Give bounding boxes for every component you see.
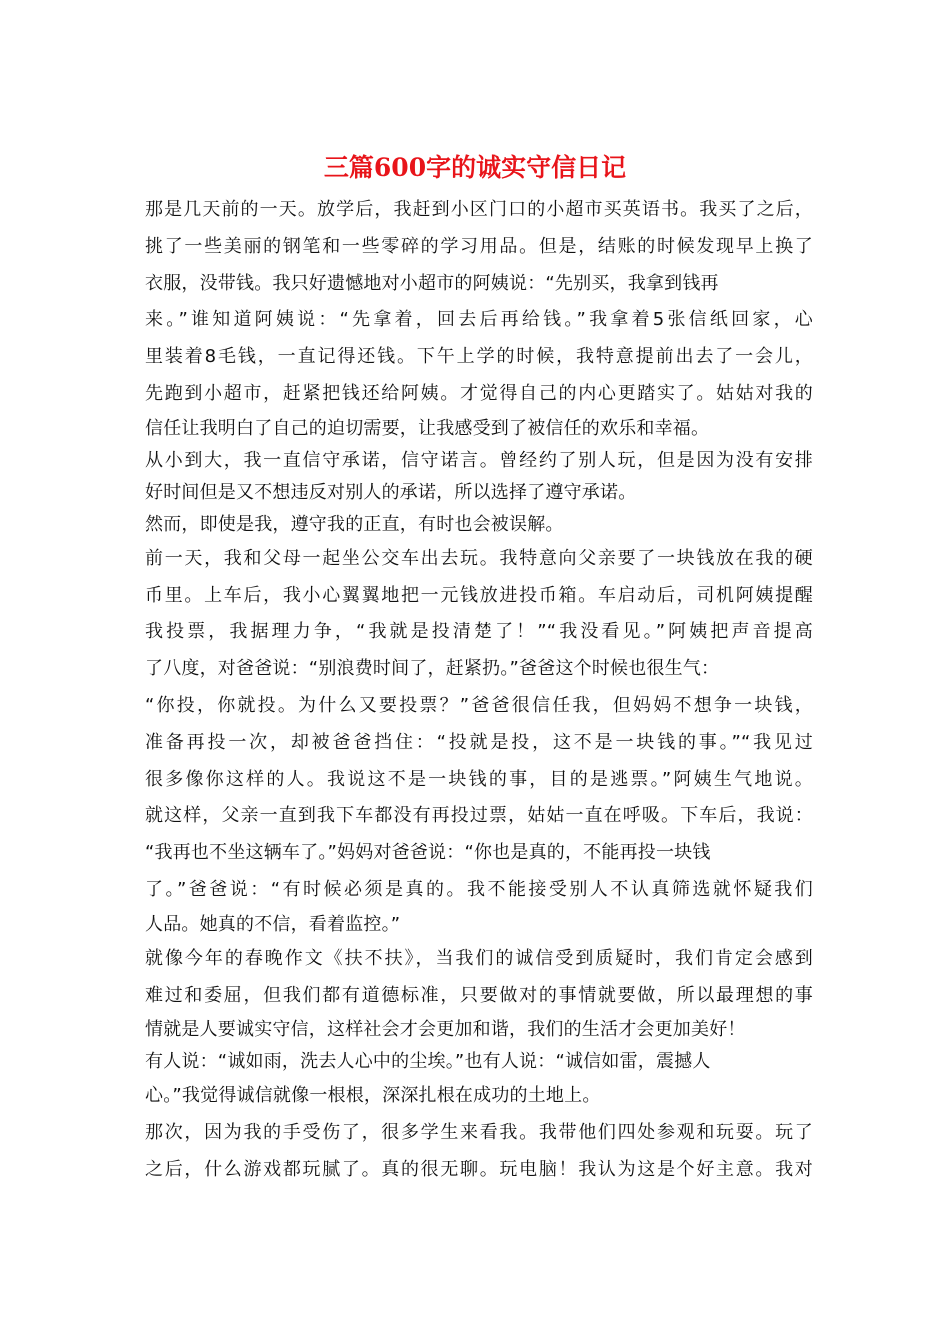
- text-line: 前一天，我和父母一起坐公交车出去玩。我特意向父亲要了一块钱放在我的硬: [145, 547, 813, 569]
- text-line: “你投，你就投。为什么又要投票？”爸爸很信任我，但妈妈不想争一块钱，: [145, 694, 813, 716]
- text-line: 然而，即使是我，遵守我的正直，有时也会被误解。: [145, 513, 564, 535]
- text-line: “我再也不坐这辆车了。”妈妈对爸爸说：“你也是真的，不能再投一块钱: [145, 842, 711, 864]
- text-line: 很多像你这样的人。我说这不是一块钱的事，目的是逃票。”阿姨生气地说。: [145, 768, 813, 790]
- text-line: 情就是人要诚实守信，这样社会才会更加和谐，我们的生活才会更加美好！: [145, 1019, 746, 1041]
- text-line: 币里。上车后，我小心翼翼地把一元钱放进投币箱。车启动后，司机阿姨提醒: [145, 584, 813, 606]
- text-line: 心。”我觉得诚信就像一根根，深深扎根在成功的土地上。: [145, 1085, 601, 1107]
- text-line: 那次，因为我的手受伤了，很多学生来看我。我带他们四处参观和玩耍。玩了: [145, 1122, 813, 1144]
- text-line: 信任让我明白了自己的迫切需要，让我感受到了被信任的欢乐和幸福。: [145, 417, 710, 439]
- text-line: 了八度，对爸爸说：“别浪费时间了，赶紧扔。”爸爸这个时候也很生气：: [145, 658, 720, 680]
- text-line: 衣服，没带钱。我只好遗憾地对小超市的阿姨说：“先别买，我拿到钱再: [145, 272, 719, 294]
- text-line: 准备再投一次，却被爸爸挡住：“投就是投，这不是一块钱的事。”“我见过: [145, 731, 813, 753]
- text-line: 从小到大，我一直信守承诺，信守诺言。曾经约了别人玩，但是因为没有安排: [145, 449, 813, 471]
- text-line: 就像今年的春晚作文《扶不扶》，当我们的诚信受到质疑时，我们肯定会感到: [145, 947, 813, 969]
- text-line: 人品。她真的不信，看着监控。”: [145, 913, 401, 935]
- document-title: 三篇600字的诚实守信日记: [323, 153, 627, 182]
- text-line: 那是几天前的一天。放学后，我赶到小区门口的小超市买英语书。我买了之后，: [145, 199, 813, 220]
- text-line: 里装着8毛钱，一直记得还钱。下午上学的时候，我特意提前出去了一会儿，: [145, 346, 813, 368]
- text-line: 有人说：“诚如雨，洗去人心中的尘埃。”也有人说：“诚信如雷，震撼人: [145, 1051, 711, 1073]
- text-line: 挑了一些美丽的钢笔和一些零碎的学习用品。但是，结账的时候发现早上换了: [145, 235, 813, 257]
- text-line: 了。”爸爸说：“有时候必须是真的。我不能接受别人不认真筛选就怀疑我们: [145, 878, 813, 900]
- text-line: 难过和委屈，但我们都有道德标准，只要做对的事情就要做，所以最理想的事: [145, 984, 813, 1006]
- text-line: 好时间但是又不想违反对别人的承诺，所以选择了遵守承诺。: [145, 481, 637, 503]
- text-line: 先跑到小超市，赶紧把钱还给阿姨。才觉得自己的内心更踏实了。姑姑对我的: [145, 382, 813, 404]
- text-line: 来。”谁知道阿姨说：“先拿着，回去后再给钱。”我拿着5张信纸回家，心: [145, 309, 813, 331]
- document-body: [145, 192, 813, 1189]
- text-line: 之后，什么游戏都玩腻了。真的很无聊。玩电脑！我认为这是个好主意。我对: [145, 1158, 813, 1180]
- text-line: 就这样，父亲一直到我下车都没有再投过票，姑姑一直在呼吸。下车后，我说：: [145, 805, 813, 827]
- text-line: 我投票，我据理力争，“我就是投清楚了！”“我没看见。”阿姨把声音提高: [145, 621, 813, 643]
